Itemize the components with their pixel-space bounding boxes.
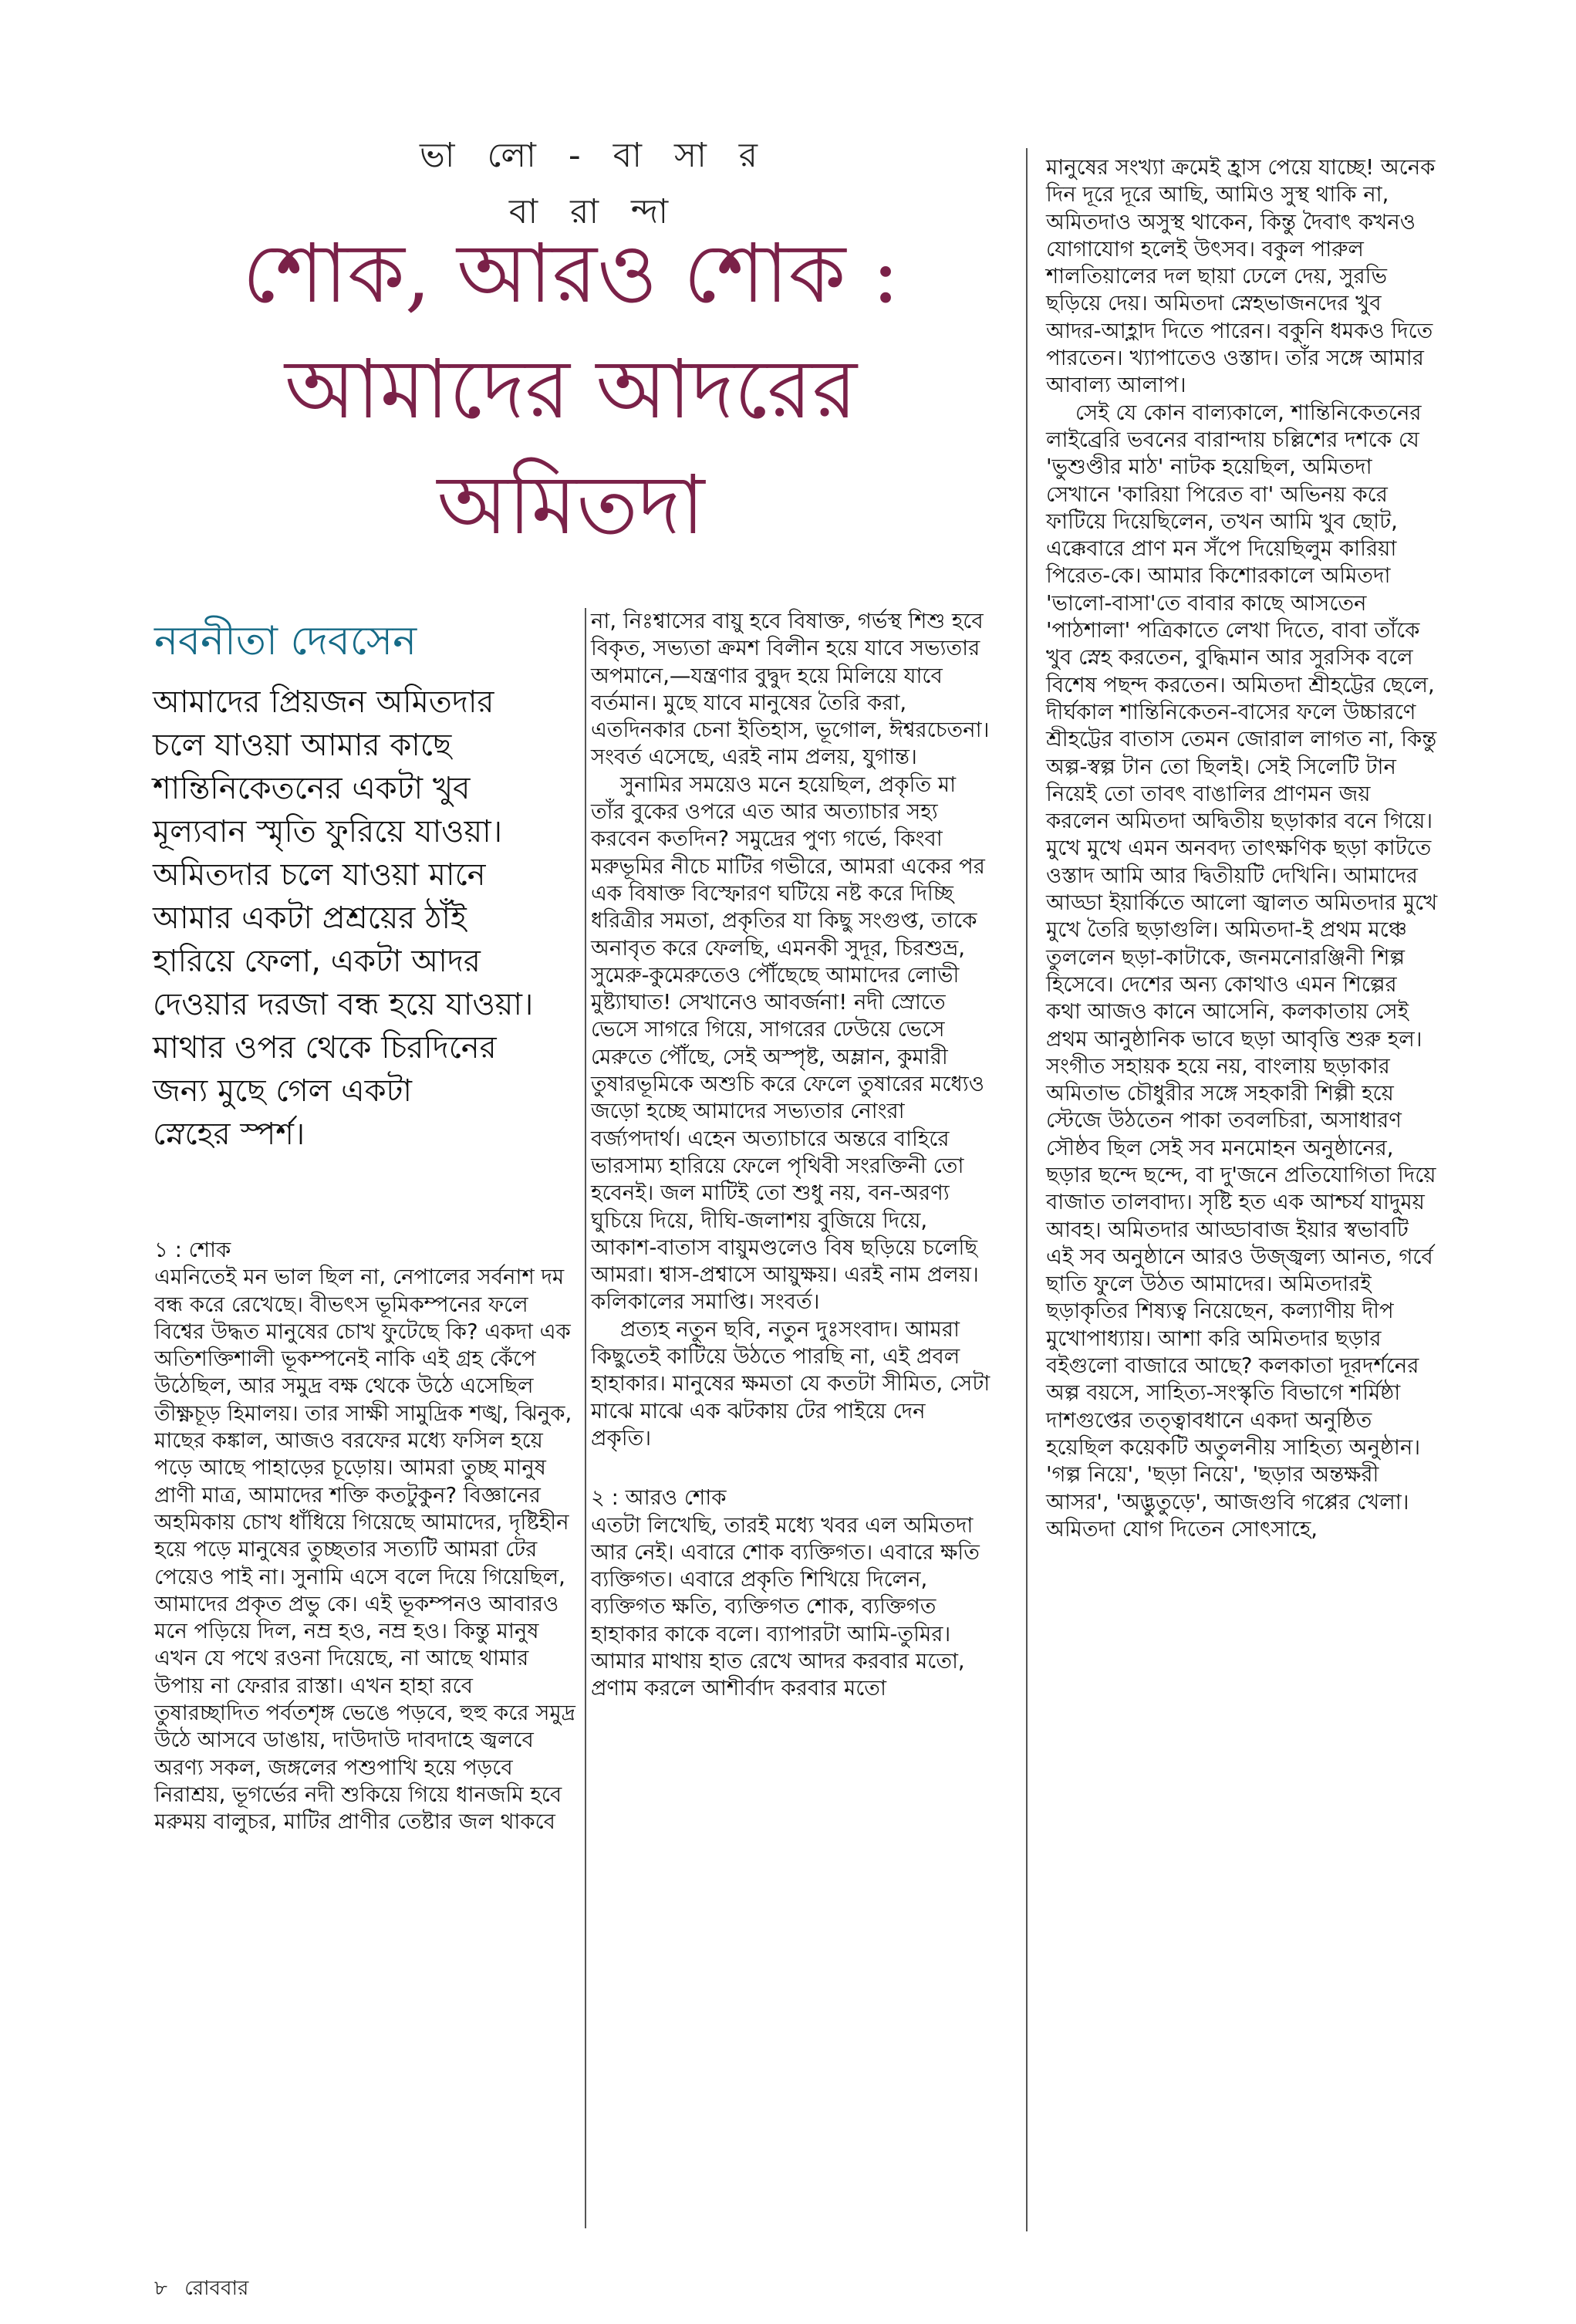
body-paragraph: এমনিতেই মন ভাল ছিল না, নেপালের সর্বনাশ দম বন্ধ করে রেখেছে। বীভৎস ভূমিকম্পনের ফলে বিশ্বের উদ্ধত মানুষের চোখ ফুটেছে কি? একদা এক অতিশক্তিশালী ভূকম্পনেই নাকি এই গ্রহ কেঁপে উঠেছিল, আর সমুদ্র বক্ষ থেকে উঠে এসেছিল তীক্ষ্ণচূড় হিমালয়। তার সাক্ষী সামুদ্রিক শঙ্খ, ঝিনুক, মাছের কঙ্কাল, আজও বরফের মধ্যে ফসিল হয়ে পড়ে আছে পাহাড়ের চূড়োয়। আমরা তুচ্ছ মানুষ প্রাণী মাত্র, আমাদের শক্তি কতটুকুন? বিজ্ঞানের অহমিকায় চোখ ধাঁধিয়ে গিয়েছে আমাদের, দৃষ্টিহীন হয়ে পড়ে মানুষের তুচ্ছতার সত্যটি আমরা টের পেয়েও পাই না। সুনামি এসে বলে দিয়ে গিয়েছিল, আমাদের প্রকৃত প্রভু কে। এই ভূকম্পনও আবারও মনে পড়িয়ে দিল, নম্র হও, নম্র হও। কিন্তু মানুষ এখন যে পথে রওনা দিয়েছে, না আছে থামার উপায় না ফেরার রাস্তা। এখন হাহা রবে তুষারচ্ছাদিত পর্বতশৃঙ্গ ভেঙে পড়বে, হুহু করে সমুদ্র উঠে আসবে ডাঙায়, দাউদাউ দাবদাহে জ্বলবে অরণ্য সকল, জঙ্গলের পশুপাখি হয়ে পড়বে নিরাশ্রয়, ভূগর্ভের নদী শুকিয়ে গিয়ে ধানজমি হবে মরুময় বালুচর, মাটির প্রাণীর তেষ্টার জল থাকবে xyxy=(154,1265,575,1835)
publication-name: রোববার xyxy=(184,2277,249,2300)
page-footer xyxy=(154,2272,259,2306)
byline: নবনীতা দেবসেন xyxy=(154,618,417,664)
column-divider xyxy=(1026,148,1028,2231)
kicker: ভা লো - বা সা র বা রা ন্দা xyxy=(419,136,769,231)
lead-line: চলে যাওয়া আমার কাছে xyxy=(153,728,452,763)
lead-line: শান্তিনিকেতনের একটা খুব xyxy=(153,771,471,806)
page-number: ৮ xyxy=(154,2277,167,2300)
column-divider xyxy=(585,608,586,2228)
body-paragraph: না, নিঃশ্বাসের বায়ু হবে বিষাক্ত, গর্ভস্থ শিশু হবে বিকৃত, সভ্যতা ক্রমশ বিলীন হয়ে যাবে সভ্যতার অপমানে,—যন্ত্রণার বুদ্বুদ হয়ে মিলিয়ে যাবে বর্তমান। মুছে যাবে মানুষের তৈরি করা, এতদিনকার চেনা ইতিহাস, ভূগোল, ঈশ্বরচেতনা। সংবর্ত এসেছে, এরই নাম প্রলয়, যুগান্ত। xyxy=(591,609,990,770)
body-paragraph: সুনামির সময়েও মনে হয়েছিল, প্রকৃতি মা তাঁর বুকের ওপরে এত আর অত্যাচার সহ্য করবেন কতদিন? সমুদ্রের পুণ্য গর্ভে, কিংবা মরুভূমির নীচে মাটির গভীরে, আমরা একের পর এক বিষাক্ত বিস্ফোরণ ঘটিয়ে নষ্ট করে দিচ্ছি ধরিত্রীর সমতা, প্রকৃতির যা কিছু সংগুপ্ত, তাকে অনাবৃত করে ফেলছি, এমনকী সুদূর, চিরশুভ্র, সুমেরু-কুমেরুতেও পৌঁছেছে আমাদের লোভী মুষ্ট্যাঘাত! সেখানেও আবর্জনা! নদী স্রোতে ভেসে সাগরে গিয়ে, সাগরের ঢেউয়ে ভেসে মেরুতে পৌঁছে, সেই অস্পৃষ্ট, অম্লান, কুমারী তুষারভূমিকে অশুচি করে ফেলে তুষারের মধ্যেও জড়ো হচ্ছে আমাদের সভ্যতার নোংরা বর্জ্যপদার্থ। এহেন অত্যাচারে অন্তরে বাহিরে ভারসাম্য হারিয়ে ফেলে পৃথিবী সংরক্তিনী তো হবেনই। জল মাটিই তো শুধু নয়, বন-অরণ্য ঘুচিয়ে দিয়ে, দীঘি-জলাশয় বুজিয়ে দিয়ে, আকাশ-বাতাস বায়ুমণ্ডলেও বিষ ছড়িয়ে চলেছি আমরা। শ্বাস-প্রশ্বাসে আয়ুক্ষয়। এরই নাম প্রলয়। কলিকালের সমাপ্তি। সংবর্ত। xyxy=(591,772,985,1315)
lead-paragraph xyxy=(153,681,581,1156)
headline xyxy=(154,216,987,563)
lead-line: স্নেহের স্পর্শ। xyxy=(153,1116,305,1152)
lead-line: আমাদের প্রিয়জন অমিতদার xyxy=(153,684,494,720)
lead-line: দেওয়ার দরজা বন্ধ হয়ে যাওয়া। xyxy=(153,987,534,1022)
headline-line-3: অমিতদা xyxy=(437,458,705,552)
lead-line: আমার একটা প্রশ্রয়ের ঠাঁই xyxy=(153,900,467,936)
body-paragraph: প্রত্যহ নতুন ছবি, নতুন দুঃসংবাদ। আমরা কিছুতেই কাটিয়ে উঠতে পারছি না, এই প্রবল হাহাকার। মানুষের ক্ষমতা যে কতটা সীমিত, সেটা মাঝে মাঝে এক ঝটকায় টের পাইয়ে দেন প্রকৃতি। xyxy=(591,1316,990,1451)
body-paragraph: এতটা লিখেছি, তারই মধ্যে খবর এল অমিতদা আর নেই। এবারে শোক ব্যক্তিগত। এবারে ক্ষতি ব্যক্তিগত। এবারে প্রকৃতি শিখিয়ে দিলেন, ব্যক্তিগত ক্ষতি, ব্যক্তিগত শোক, ব্যক্তিগত হাহাকার কাকে বলে। ব্যাপারটা আমি-তুমির। আমার মাথায় হাত রেখে আদর করবার মতো, প্রণাম করলে আশীর্বাদ করবার মতো xyxy=(591,1512,980,1701)
body-paragraph: সেই যে কোন বাল্যকালে, শান্তিনিকেতনের লাইব্রেরি ভবনের বারান্দায় চল্লিশের দশকে যে 'ভুশুণ্ডীর মাঠ' নাটক হয়েছিল, অমিতদা সেখানে 'কারিয়া পিরেত বা' অভিনয় করে ফাটিয়ে দিয়েছিলেন, তখন আমি খুব ছোট, এক্কেবারে প্রাণ মন সঁপে দিয়েছিলুম কারিয়া পিরেত-কে। আমার কিশোরকালে অমিতদা 'ভালো-বাসা'তে বাবার কাছে আসতেন 'পাঠশালা' পত্রিকাতে লেখা দিতে, বাবা তাঁকে খুব স্নেহ করতেন, বুদ্ধিমান আর সুরসিক বলে বিশেষ পছন্দ করতেন। অমিতদা শ্রীহট্টের ছেলে, দীর্ঘকাল শান্তিনিকেতন-বাসের ফলে উচ্চারণে শ্রীহট্টের বাতাস তেমন জোরাল লাগত না, কিন্তু অল্প-স্বল্প টান তো ছিলই। সেই সিলেটি টান নিয়েই তো তাবৎ বাঙালির প্রাণমন জয় করলেন অমিতদা অদ্বিতীয় ছড়াকার বনে গিয়ে। মুখে মুখে এমন অনবদ্য তাৎক্ষণিক ছড়া কাটতে ওস্তাদ আমি আর দ্বিতীয়টি দেখিনি। আমাদের আড্ডা ইয়ার্কিতে আলো জ্বালত অমিতদার মুখে মুখে তৈরি ছড়াগুলি। অমিতদা-ই প্রথম মঞ্চে তুললেন ছড়া-কাটাকে, জনমনোরঞ্জিনী শিল্প হিসেবে। দেশের অন্য কোথাও এমন শিল্পের কথা আজও কানে আসেনি, কলকাতায় সেই প্রথম আনুষ্ঠানিক ভাবে ছড়া আবৃত্তি শুরু হল। সংগীত সহায়ক হয়ে নয়, বাংলায় ছড়াকার অমিতাভ চৌধুরীর সঙ্গে সহকারী শিল্পী হয়ে স্টেজে উঠতেন পাকা তবলচিরা, অসাধারণ সৌষ্ঠব ছিল সেই সব মনমোহন অনুষ্ঠানের, ছড়ার ছন্দে ছন্দে, বা দু'জনে প্রতিযোগিতা দিয়ে বাজাত তালবাদ্য। সৃষ্টি হত এক আশ্চর্য যাদুময় আবহ। অমিতদার আড্ডাবাজ ইয়ার স্বভাবটি এই সব অনুষ্ঠানে আরও উজ্জ্বল্য আনত, গর্বে ছাতি ফুলে উঠত আমাদের। অমিতদারই ছড়াকৃতির শিষ্যত্ব নিয়েছেন, কল্যাণীয় দীপ মুখোপাধ্যায়। আশা করি অমিতদার ছড়ার বইগুলো বাজারে আছে? কলকাতা দূরদর্শনের অল্প বয়সে, সাহিত্য-সংস্কৃতি বিভাগে শর্মিষ্ঠা দাশগুপ্তের তত্ত্বাবধানে একদা অনুষ্ঠিত হয়েছিল কয়েকটি অতুলনীয় সাহিত্য অনুষ্ঠান। 'গল্প নিয়ে', 'ছড়া নিয়ে', 'ছড়ার অন্তক্ষরী আসর', 'অদ্ভুতুড়ে', আজগুবি গপ্পের খেলা। অমিতদা যোগ দিতেন সোৎসাহে, xyxy=(1046,400,1438,1542)
headline-line-2: আমাদের আদরের xyxy=(284,342,858,437)
section-heading: ২ : আরও শোক xyxy=(591,1485,727,1511)
lead-line: জন্য মুছে গেল একটা xyxy=(153,1073,412,1109)
headline-line-1: শোক, আরও শোক : xyxy=(242,226,899,321)
lead-line: অমিতদার চলে যাওয়া মানে xyxy=(153,857,486,893)
body-paragraph: মানুষের সংখ্যা ক্রমেই হ্রাস পেয়ে যাচ্ছে! অনেক দিন দূরে দূরে আছি, আমিও সুস্থ থাকি না, অমিতদাও অসুস্থ থাকেন, কিন্তু দৈবাৎ কখনও যোগাযোগ হলেই উৎসব। বকুল পারুল শালতিয়ালের দল ছায়া ঢেলে দেয়, সুরভি ছড়িয়ে দেয়। অমিতদা স্নেহভাজনদের খুব আদর-আহ্লাদ দিতে পারেন। বকুনি ধমকও দিতে পারতেন। খ্যাপাতেও ওস্তাদ। তাঁর সঙ্গে আমার আবাল্য আলাপ। xyxy=(1046,155,1436,398)
lead-line: মাথার ওপর থেকে চিরদিনের xyxy=(153,1030,497,1066)
column-1 xyxy=(154,1237,582,1836)
column-3 xyxy=(1046,154,1438,1543)
column-2 xyxy=(591,608,992,1703)
lead-line: হারিয়ে ফেলা, একটা আদর xyxy=(153,944,481,979)
lead-line: মূল্যবান স্মৃতি ফুরিয়ে যাওয়া। xyxy=(153,814,503,850)
section-heading: ১ : শোক xyxy=(154,1238,231,1262)
